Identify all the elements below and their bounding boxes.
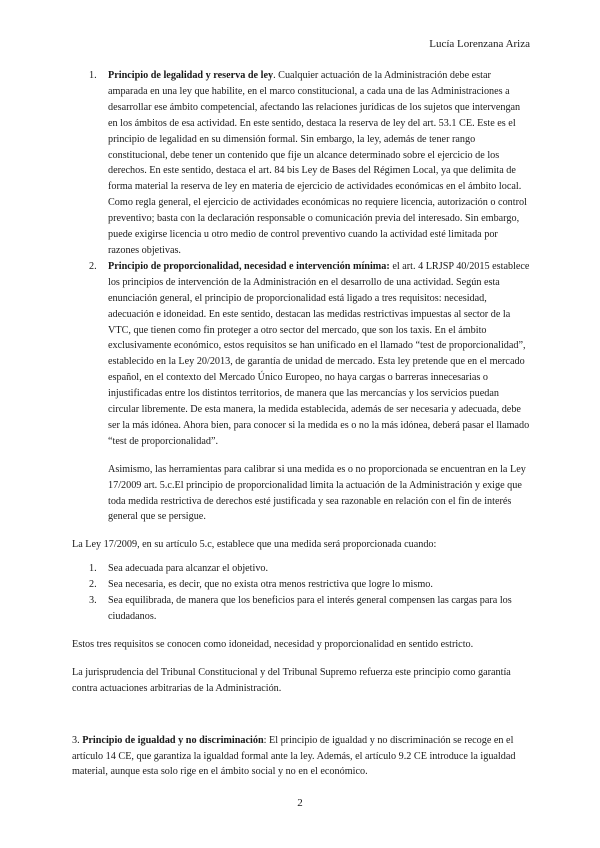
item-number: 1. xyxy=(89,70,97,81)
item-title: Principio de proporcionalidad, necesidad e intervención mínima: xyxy=(108,260,390,272)
requirement-text: Sea equilibrada, de manera que los beneficios para el interés general compensen las cargas para los ciudadanos. xyxy=(108,595,512,622)
document-header-author: Lucía Lorenzana Ariza xyxy=(429,38,530,50)
section-text: : El principio de igualdad y no discriminación se recoge en el artículo 14 CE, que garantiza la igualdad formal ante la ley. Además, el artículo 9.2 CE introduce la igualdad material, aunque esta solo rige en el ámbito social y no en el económico. xyxy=(72,734,516,778)
requirement-item xyxy=(72,577,530,593)
requirements-intro: La Ley 17/2009, en su artículo 5.c, establece que una medida será proporcionada cuando: xyxy=(72,539,437,551)
section-title: Principio de igualdad y no discriminación xyxy=(82,734,264,746)
item-number: 2. xyxy=(89,260,97,272)
principle-item-proporcionalidad xyxy=(72,259,530,526)
requirements-summary: Estos tres requisitos se conocen como idoneidad, necesidad y proporcionalidad en sentido estricto. xyxy=(72,638,474,650)
principle-item-legalidad xyxy=(72,68,530,259)
item-text: . Cualquier actuación de la Administración debe estar amparada en una ley que habilite, en el marco constitucional, a cada una de las Administraciones a desarrollar ese ámbito competencial, afectando las relaciones jurídicas de los sujetos que intervengan en los ámbitos de esa actividad. En este sentido, destaca la reserva de ley del art. 53.1 CE. Este es el principio de legalidad en su dimensión formal. Sin embargo, la ley, además de tener rango constitucional, debe tener un contenido que fije un alcance determinado sobre el ejercicio de los derechos. En este sentido, destaca el art. 84 bis Ley de Bases del Régimen Local, ya que delimita de forma material la reserva de ley en materia de ejercicio de actividades económicas en el ámbito local. Como regla general, el ejercicio de actividades económicas no requiere licencia, autorización o control preventivo; basta con la declaración responsable o comunicación previa del interesado. Sin embargo, puede exigirse licencia u otro medio de control preventivo cuando la actividad esté limitada por razones objetivas. xyxy=(108,70,527,256)
document-body xyxy=(72,68,530,780)
item-title: Principio de legalidad y reserva de ley xyxy=(108,70,274,81)
item-paragraph xyxy=(108,68,530,259)
requirement-text: Sea adecuada para alcanzar el objetivo. xyxy=(108,563,269,575)
requirement-item xyxy=(72,561,530,577)
requirement-item xyxy=(72,593,530,625)
section-igualdad xyxy=(72,733,530,781)
item-paragraph xyxy=(108,259,530,450)
requirement-number: 2. xyxy=(89,579,97,591)
requirement-text: Sea necesaria, es decir, que no exista otra menos restrictiva que logre lo mismo. xyxy=(108,579,433,591)
requirement-number: 3. xyxy=(89,595,97,607)
jurisprudence-paragraph: La jurisprudencia del Tribunal Constitucional y del Tribunal Supremo refuerza este principio como garantía contra actuaciones arbitrarias de la Administración. xyxy=(72,666,511,694)
page-number: 2 xyxy=(297,797,303,809)
section-number: 3. xyxy=(72,734,80,746)
item-text: el art. 4 LRJSP 40/2015 establece los principios de intervención de la Administración en el desarrollo de una actividad. Según esta enunciación general, el principio de proporcionalidad está ligado a tres requisitos: necesidad, adecuación e idoneidad. En este sentido, destacan las medidas restrictivas impuestas al sector de la VTC, que tienen como fin proteger a otro sector del mercado, que son los taxis. En el ámbito exclusivamente económico, estos requisitos se han unificado en el llamado “test de proporcionalidad”, establecido en la Ley 20/2013, de garantía de unidad de mercado. Esta ley pretende que en el mercado español, en el contexto del Mercado Único Europeo, no haya cargas o barreras innecesarias o injustificadas entre los distintos territorios, de manera que las mercancías y los servicios puedan circular libremente. De esta manera, la medida establecida, además de ser necesaria y adecuada, debe ser la más idónea. Ahora bien, para conocer si la medida es o no la más idónea, deberá pasar el llamado “test de proporcionalidad”. xyxy=(108,260,530,447)
item-extra-paragraph: Asimismo, las herramientas para calibrar si una medida es o no proporcionada se encuentran en la Ley 17/2009 art. 5.c.El principio de proporcionalidad limita la actuación de la Administración y exige que toda medida restrictiva de derechos esté justificada y sea razonable en relación con el fin de interés general que se persigue. xyxy=(108,463,526,523)
requirement-number: 1. xyxy=(89,563,97,575)
